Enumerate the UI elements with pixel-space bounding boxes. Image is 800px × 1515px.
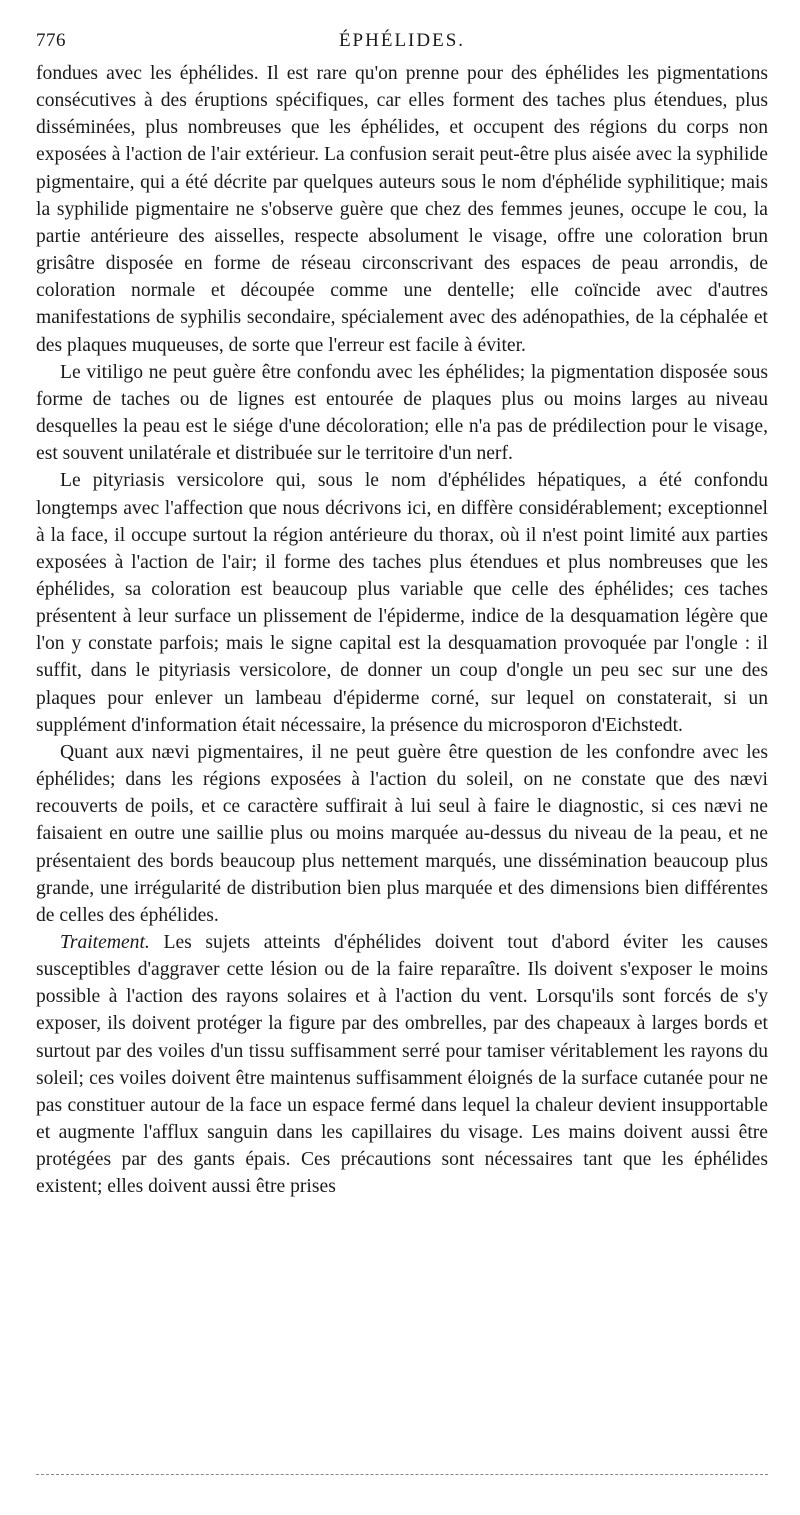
paragraph-vitiligo (36, 359, 768, 468)
paragraph-lead-in: Traitement. (60, 932, 150, 953)
paragraph-text: Quant aux nævi pigmentaires, il ne peut guère être question de les confondre avec les éphélides; dans les régions exposées à l'action du soleil, on ne constate que des nævi recouverts de poils, et ce caractère suffirait à lui seul à faire le diagnostic, si ces nævi ne faisaient en outre une saillie plus ou moins marquée au-dessus du niveau de la peau, et ne présentaient des bords beaucoup plus nettement marqués, une dissémination beaucoup plus grande, une irrégularité de distribution bien plus marquée et des dimensions bien différentes de celles des éphélides. (36, 741, 768, 926)
paragraph-differential-syphilide (36, 60, 768, 359)
body-text (36, 60, 768, 1201)
paragraph-text: Les sujets atteints d'éphélides doivent tout d'abord éviter les causes susceptibles d'aggraver cette lésion ou de la faire reparaître. Ils doivent s'exposer le moins possible à l'action des rayons solaires et à l'action du vent. Lorsqu'ils sont forcés de s'y exposer, ils doivent protéger la figure par des ombrelles, par des chapeaux à larges bords et surtout par des voiles d'un tissu suffisamment serré pour tamiser véritablement les rayons du soleil; ces voiles doivent être maintenus suffisamment éloignés de la surface cutanée pour ne pas constituer autour de la face un espace fermé dans lequel la chaleur devient insupportable et augmente l'afflux sanguin dans les capillaires du visage. Les mains doivent aussi être protégées par des gants épais. Ces précautions sont nécessaires tant que les éphélides existent; elles doivent aussi être prises (36, 932, 768, 1198)
page-number: 776 (36, 30, 66, 51)
paragraph-text: fondues avec les éphélides. Il est rare qu'on prenne pour des éphélides les pigmentations consécutives à des éruptions spécifiques, car elles forment des taches plus étendues, plus disséminées, plus nombreuses que les éphélides, et occupent des régions du corps non exposées à l'action de l'air extérieur. La confusion serait peut-être plus aisée avec la syphilide pigmentaire, qui a été décrite par quelques auteurs sous le nom d'éphélide syphilitique; mais la syphilide pigmentaire ne s'observe guère que chez des femmes jeunes, occupe le cou, la partie antérieure des aisselles, respecte absolument le visage, offre une coloration brun grisâtre disposée en forme de réseau circonscrivant des espaces de peau arrondis, de coloration normale et découpée comme une dentelle; elle coïncide avec d'autres manifestations de syphilis secondaire, spécialement avec des adénopathies, de la céphalée et des plaques muqueuses, de sorte que l'erreur est facile à éviter. (36, 63, 768, 356)
running-head (36, 30, 768, 60)
running-title: ÉPHÉLIDES. (338, 30, 466, 51)
paragraph-text: Le pityriasis versicolore qui, sous le nom d'éphélides hépatiques, a été confondu longtemps avec l'affection que nous décrivons ici, en diffère considérablement; exceptionnel à la face, il occupe surtout la région antérieure du thorax, où il n'est point limité aux parties exposées à l'action de l'air; il forme des taches plus étendues et plus nombreuses que les éphélides, sa coloration est beaucoup plus variable que celle des éphélides; ces taches présentent à leur surface un plissement de l'épiderme, indice de la desquamation légère que l'on y constate parfois; mais le signe capital est la desquamation provoquée par l'ongle : il suffit, dans le pityriasis versicolore, de donner un coup d'ongle un peu sec sur une des plaques pour enlever un lambeau d'épiderme corné, sur lequel on constaterait, si un supplément d'information était nécessaire, la présence du microsporon d'Eichstedt. (36, 470, 768, 736)
paragraph-naevi (36, 739, 768, 929)
paragraph-traitement (36, 929, 768, 1201)
paragraph-text: Le vitiligo ne peut guère être confondu avec les éphélides; la pigmentation disposée sous forme de taches ou de lignes est entourée de plaques plus ou moins larges au niveau desquelles la peau est le siége d'une décoloration; elle n'a pas de prédilection pour le visage, est souvent unilatérale et distribuée sur le territoire d'un nerf. (36, 361, 768, 465)
paragraph-pityriasis (36, 467, 768, 739)
page (36, 30, 768, 1201)
footer-rule (36, 1474, 768, 1475)
